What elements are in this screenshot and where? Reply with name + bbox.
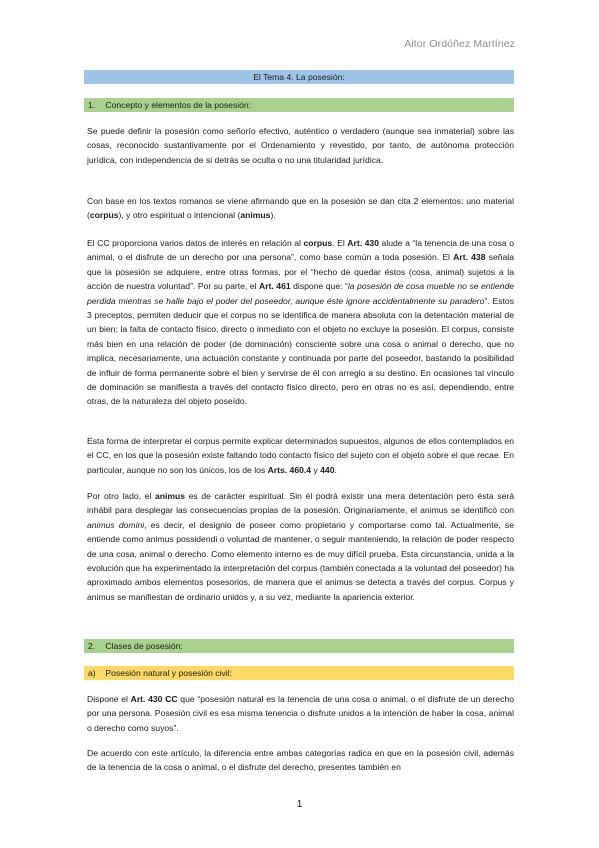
section-heading-2 [84,639,514,653]
subsection-heading-a [84,666,514,680]
paragraph-difference: De acuerdo con este artículo, la diferencia entre ambas categorías radica en que en la posesión civil, además de la tenencia de la cosa o animal, o el disfrute del derecho, presentes también en [87,748,514,773]
paragraph-animus: Por otro lado, el animus es de carácter espiritual. Sin él podrá existir una mera detentación pero ésta será inhábil para desplegar las consecuencias propias de la posesión. Originariamente, el animus se identificó con animus domini, es decir, el designio de poseer como propietario y comportarse como tal. Actualmente, se entiende como animus possidendi o voluntad de mantener, o seguir manteniendo, la relación de poder respecto de una cosa, animal o derecho. Como elemento interno es de muy difícil prueba. Esta circunstancia, unida a la evolución que ha experimentado la interpretación del corpus (también conectada a la voluntad del poseedor) ha aproximado ambos elementos posesorios, de manera que el animus se detecta a través del corpus. Corpus y animus se manifiestan de ordinario unidos y, a su vez, mediante la apariencia exterior. [87,491,514,602]
subsection-label: Posesión natural y posesión civil: [105,668,232,678]
page-number: 1 [296,798,303,810]
paragraph-corpus: El CC proporciona varios datos de interés en relación al corpus. El Art. 430 alude a “la tenencia de una cosa o animal, o el disfrute de un derecho por una persona”, como base común a toda posesión. El Art. 438 señala que la posesión se adquiere, entre otras formas, por el “hecho de quedar éstos (cosa, animal) sujetos a la acción de nuestra voluntad”. Por su parte, el Art. 461 dispone que: “la posesión de cosa mueble no se entiende perdida mientras se halle bajo el poder del poseedor, aunque éste ignore accidentalmente su paradero”. Estos 3 preceptos, permiten deducir que el corpus no se identifica de manera absoluta con la detentación material de un bien; la falta de contacto físico, directo o inmediato con el objeto no excluye la posesión. El corpus, consiste más bien en una relación de poder (de dominación) consciente sobre una cosa o animal o derecho, que no implica, necesariamente, una actuación constante y continuada por parte del poseedor, bastando la posibilidad de influir de forma permanente sobre el bien y servirse de él con arreglo a su destino. En ocasiones tal vínculo de dominación se manifiesta a través del contacto físico directo, pero en otras no es así, dependiendo, entre otras, de la naturaleza del objeto poseído. [87,238,515,407]
author-header: Aitor Ordóñez Martínez [404,38,515,50]
section-number: 2. [88,641,96,651]
section-label: Concepto y elementos de la posesión: [105,100,252,110]
section-number: 1. [88,100,96,110]
paragraph-interpretation: Esta forma de interpretar el corpus permite explicar determinados supuestos, algunos de ellos contemplados en el CC, en los que la posesión existe faltando todo contacto físico del sujeto con el objeto sobre el que recae. En particular, aunque no son los únicos, los de los Arts. 460.4 y 440. [87,436,514,475]
paragraph-art430: Dispone el Art. 430 CC que “posesión natural es la tenencia de una cosa o animal, o el disfrute de un derecho por una persona. Posesión civil es esa misma tenencia o disfrute unidos a la intención de haber la cosa, animal o derecho como suyos”. [87,694,515,733]
document-title: El Tema 4. La posesión: [84,70,514,84]
subsection-letter: a) [88,668,96,678]
section-label: Clases de posesión: [105,641,183,651]
paragraph-elements: Con base en los textos romanos se viene afirmando que en la posesión se dan cita 2 elementos: uno material (corpus), y otro espiritual o intencional (animus). [87,196,514,221]
paragraph-definition: Se puede definir la posesión como señorío efectivo, auténtico o verdadero (aunque sea inmaterial) sobre las cosas, reconocido sustantivamente por el Ordenamiento y revestido, por tanto, de autónoma protección jurídica, con independencia de si detrás se oculta o no una titularidad jurídica. [87,126,514,165]
section-heading-1 [84,98,514,112]
